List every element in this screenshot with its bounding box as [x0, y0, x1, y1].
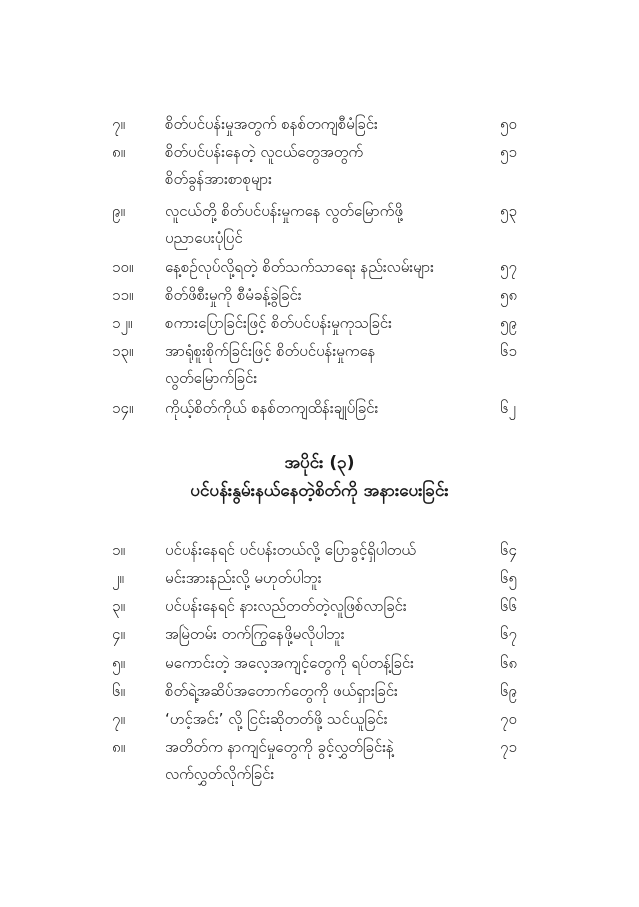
- entry-page: ၆၁: [500, 342, 517, 360]
- entry-page: ၅၃: [500, 202, 517, 220]
- entry-title: မကောင်းတဲ့ အလေ့အကျင့်တွေကို ရပ်တန့်ခြင်း: [165, 654, 414, 672]
- entry-page: ၅၉: [500, 314, 517, 332]
- entry-number: ၈။: [112, 738, 126, 756]
- entry-number: ၄။: [112, 625, 125, 643]
- entry-number: ၂။: [112, 569, 124, 587]
- part-label: အပိုင်း (၃): [284, 453, 355, 473]
- part-title: ပင်ပန်းနွမ်းနယ်နေတဲ့စိတ်ကို အနားပေးခြင်း: [190, 481, 449, 501]
- entry-number: ၆။: [112, 682, 125, 700]
- entry-number: ၁၀။: [112, 258, 134, 276]
- entry-title: စိတ်ပင်ပန်းနေတဲ့ လူငယ်တွေအတွက် စိတ်ခွန်အားစာစုများ: [165, 143, 364, 188]
- entry-page: ၅၀: [500, 115, 517, 133]
- entry-number: ၁၂။: [112, 314, 133, 332]
- entry-number: ၁၃။: [112, 342, 134, 360]
- entry-page: ၆၅: [500, 569, 517, 587]
- entry-number: ၉။: [112, 202, 125, 220]
- entry-page: ၇၀: [500, 710, 517, 728]
- entry-number: ၁။: [112, 541, 125, 559]
- entry-page: ၆၇: [500, 625, 517, 643]
- entry-title: ကိုယ့်စိတ်ကိုယ် စနစ်တကျထိန်းချုပ်ခြင်း: [165, 399, 379, 417]
- entry-number: ၁၄။: [112, 399, 134, 417]
- entry-title: အမြဲတမ်း တက်ကြွနေဖို့မလိုပါဘူး: [165, 625, 345, 643]
- entry-title: အတိတ်က နာကျင်မှုတွေကို ခွင့်လွှတ်ခြင်းနဲ့ လက်လွှတ်လိုက်ခြင်း: [165, 738, 394, 783]
- entry-title: မင်းအားနည်းလို့ မဟုတ်ပါဘူး: [165, 569, 322, 587]
- entry-number: ၃။: [112, 597, 125, 615]
- entry-page: ၆၈: [500, 654, 518, 672]
- entry-title: နေ့စဉ်လုပ်လို့ရတဲ့ စိတ်သက်သာရေး နည်းလမ်းများ: [165, 258, 434, 276]
- entry-number: ၅။: [112, 654, 125, 672]
- entry-title: စိတ်ဖိစီးမှုကို စီမံခန့်ခွဲခြင်း: [165, 286, 302, 304]
- entry-page: ၆၄: [500, 541, 517, 559]
- entry-title: ပင်ပန်းနေရင် နားလည်တတ်တဲ့လူဖြစ်လာခြင်း: [165, 597, 407, 615]
- entry-page: ၅၁: [500, 143, 517, 161]
- entry-title: ပင်ပန်းနေရင် ပင်ပန်းတယ်လို့ ပြောခွင့်ရှိပါတယ်: [165, 541, 416, 559]
- entry-page: ၇၁: [500, 738, 517, 756]
- entry-number: ၇။: [112, 710, 125, 728]
- entry-title: ‘ဟင့်အင်း’ လို့ ငြင်းဆိုတတ်ဖို့ သင်ယူခြင်း: [165, 710, 388, 728]
- entry-title: စိတ်ပင်ပန်းမှုအတွက် စနစ်တကျစီမံခြင်း: [165, 115, 378, 133]
- entry-number: ၁၁။: [112, 286, 134, 304]
- entry-number: ၈။: [112, 143, 126, 161]
- entry-title: စိတ်ရဲ့အဆိပ်အတောက်တွေကို ဖယ်ရှားခြင်း: [165, 682, 398, 700]
- entry-number: ၇။: [112, 115, 125, 133]
- entry-page: ၅၈: [500, 286, 518, 304]
- entry-title: လူငယ်တို့ စိတ်ပင်ပန်းမှုကနေ လွတ်မြောက်ဖို့ ပညာပေးပုံပြင်: [165, 202, 403, 247]
- entry-page: ၅၇: [500, 258, 517, 276]
- entry-title: စကားပြောခြင်းဖြင့် စိတ်ပင်ပန်းမှုကုသခြင်း: [165, 314, 392, 332]
- entry-title: အာရုံစူးစိုက်ခြင်းဖြင့် စိတ်ပင်ပန်းမှုကနေ လွတ်မြောက်ခြင်း: [165, 342, 376, 387]
- entry-page: ၆၂: [500, 399, 516, 417]
- entry-page: ၆၉: [500, 682, 517, 700]
- entry-page: ၆၆: [500, 597, 517, 615]
